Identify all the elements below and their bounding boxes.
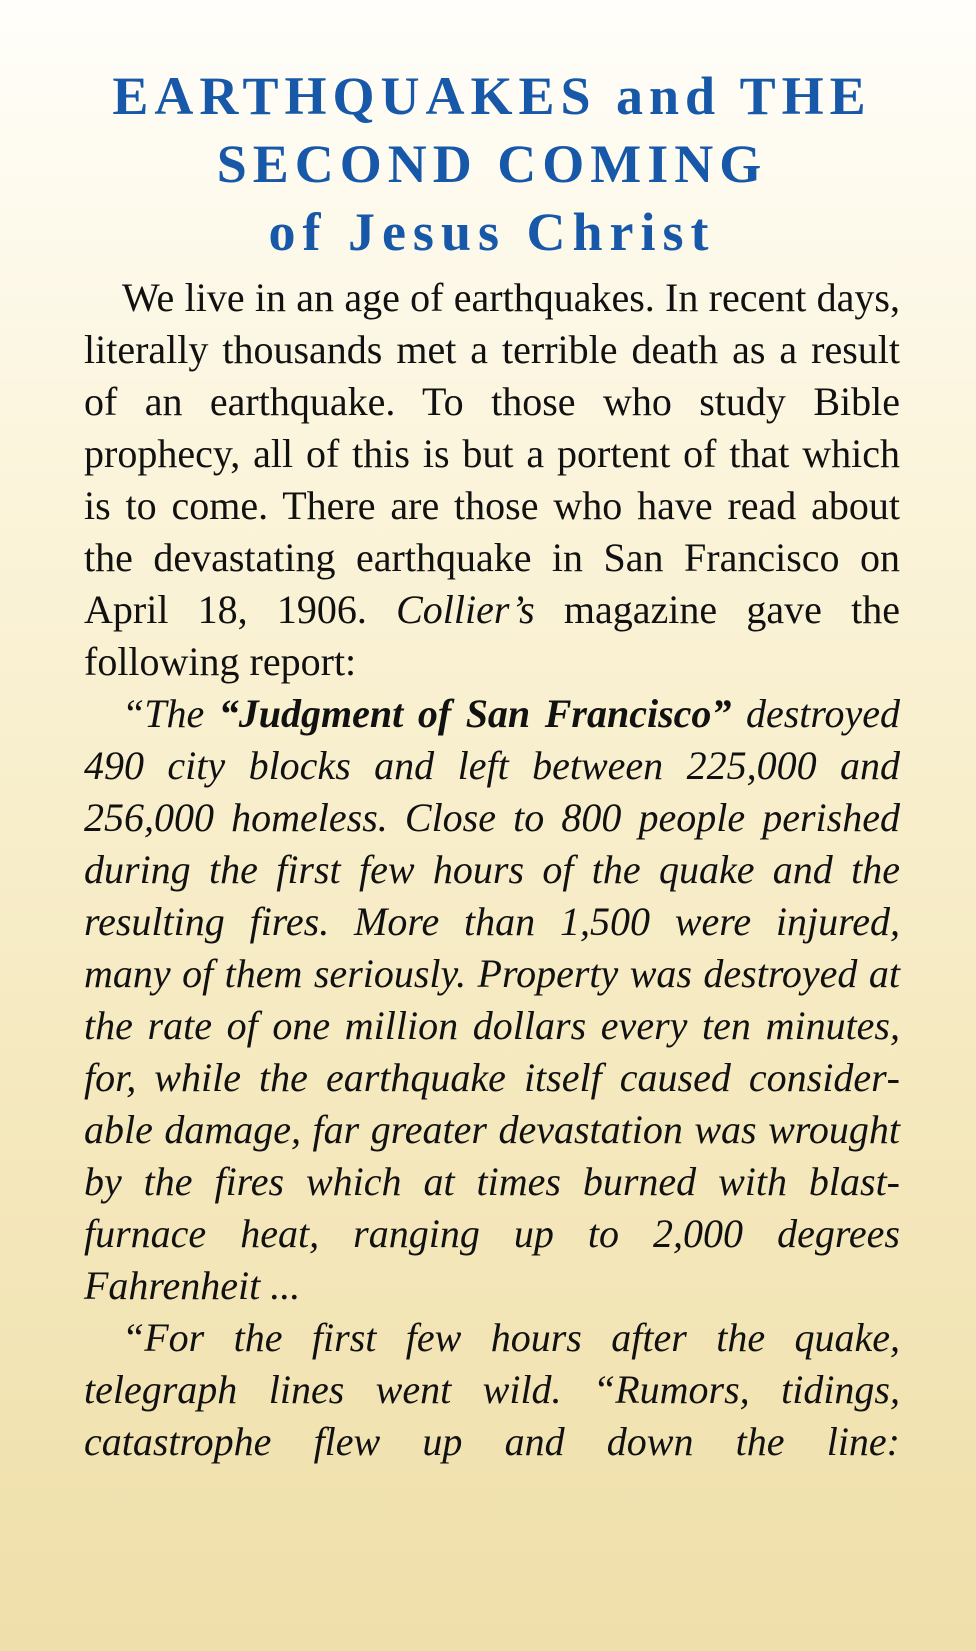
intro-paragraph bbox=[84, 272, 900, 688]
page-title bbox=[84, 62, 900, 266]
quote-paragraph bbox=[84, 688, 900, 1312]
title-line-2: SECOND COMING bbox=[216, 134, 768, 194]
intro-text-b: magazine gave the following report: bbox=[84, 587, 900, 684]
quote-text: destroyed 490 city blocks and left between 225,000 and 256,000 homeless. Close to 800 people perished during the first few hours of the quake and the resulting fires. More than 1,500 were injured, many of them seriously. Property was destroyed at the rate of one million dollars every ten minutes, for, while the earthquake itself caused considerable damage, far greater devastation was wrought by the fires which at times burned with blast-furnace heat, ranging up to 2,000 degrees Fahrenheit ... bbox=[84, 691, 900, 1308]
title-line-1: EARTHQUAKES and THE bbox=[112, 66, 872, 126]
intro-text-a: We live in an age of earthquakes. In recent days, literally thousands met a terrible death as a result of an earthquake. To those who study Bible prophecy, all of this is but a portent of that which is to come. There are those who have read about the devastating earthquake in San Francisco on April 18, 1906. bbox=[84, 275, 900, 632]
magazine-name: Collier’s bbox=[396, 587, 535, 632]
quote-bold-title: “Judgment of San Francisco” bbox=[218, 691, 732, 736]
quote-open: “The bbox=[122, 691, 219, 736]
title-line-3: of Jesus Christ bbox=[268, 202, 716, 262]
telegraph-paragraph: “For the first few hours after the quake, telegraph lines went wild. “Rumors, tidings, catastrophe flew up and down the line: bbox=[84, 1315, 900, 1464]
article-body bbox=[84, 272, 900, 1468]
